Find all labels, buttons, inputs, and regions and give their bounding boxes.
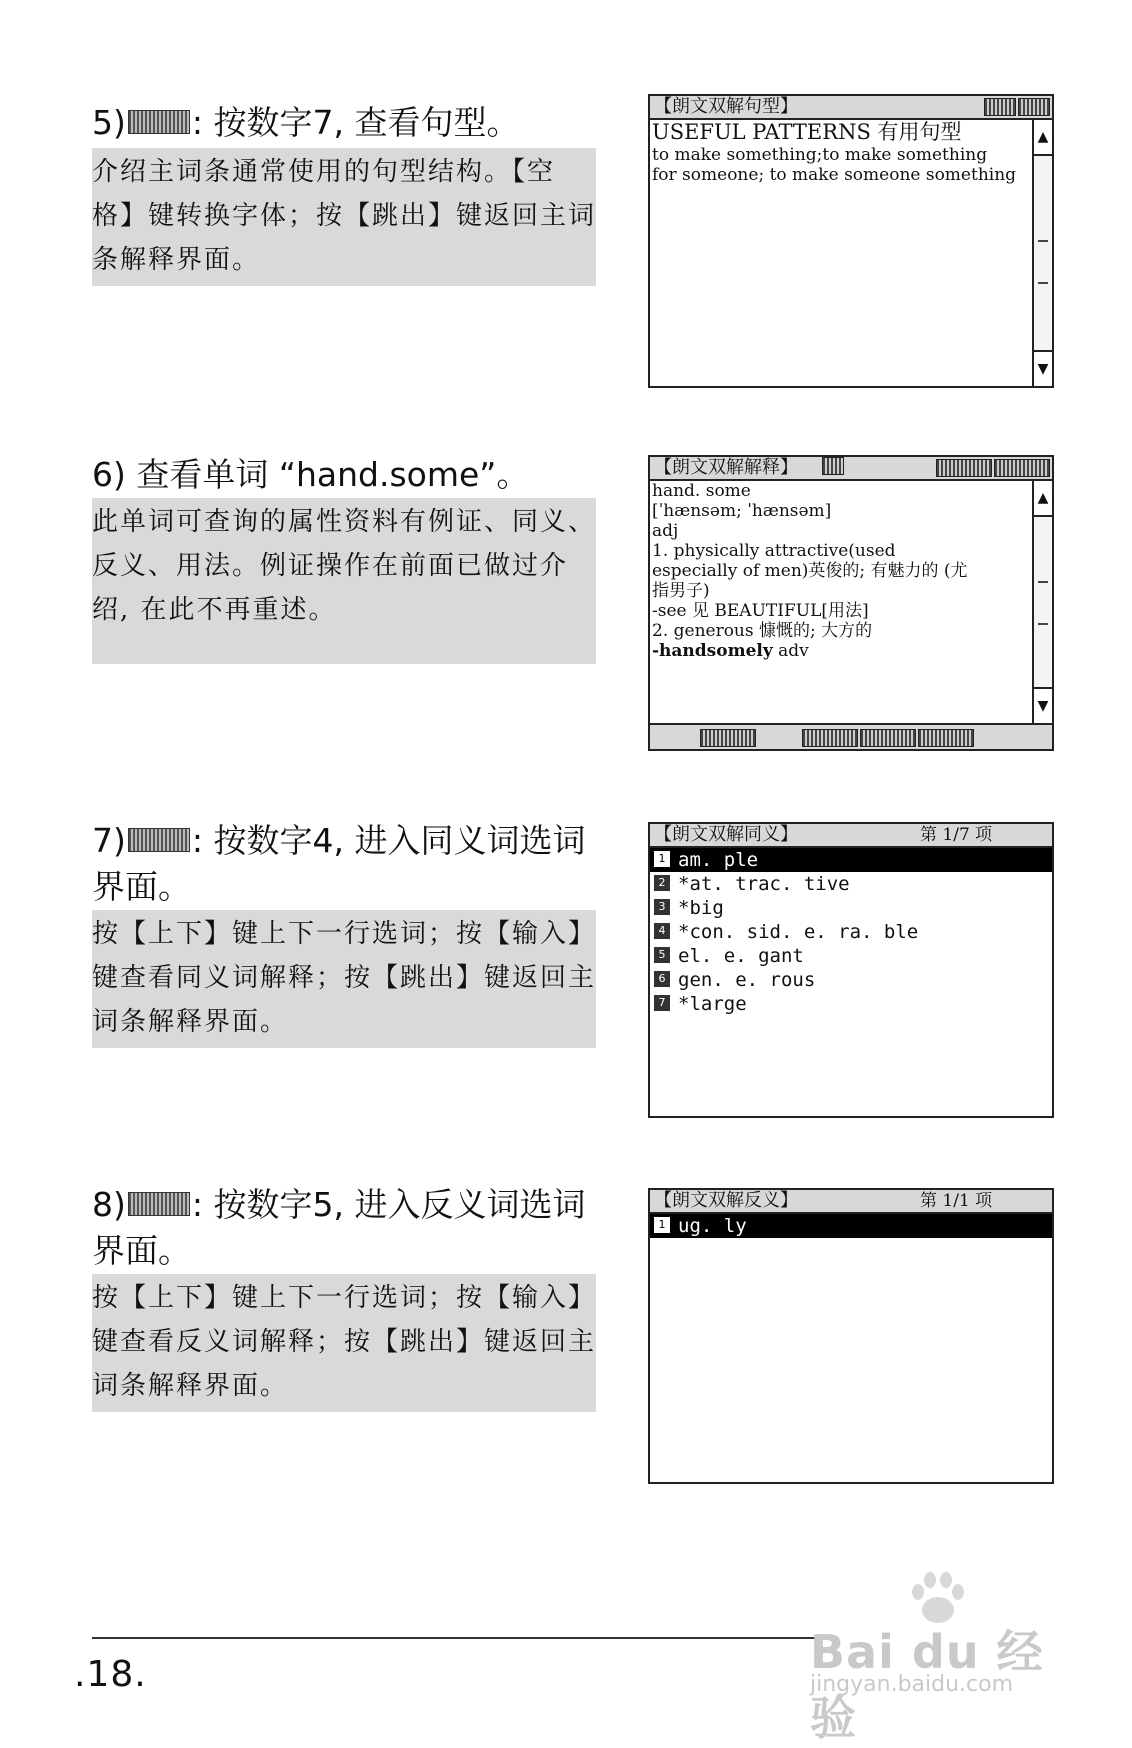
- synonym-screen-title-bar: [650, 824, 1052, 848]
- page-number: .18.: [74, 1654, 147, 1695]
- section-7-heading-text: : 按数字4, 进入同义词选词界面。: [92, 821, 586, 906]
- patterns-line: USEFUL PATTERNS 有用句型: [652, 120, 962, 144]
- status-icon: [1018, 98, 1050, 116]
- section-6-description: 此单词可查询的属性资料有例证、同义、反义、用法。例证操作在前面已做过介绍, 在此不再重述。: [92, 498, 596, 664]
- section-5-heading: [92, 100, 602, 146]
- list-item[interactable]: 2 *at. trac. tive: [650, 872, 1052, 896]
- section-7-description: 按【上下】键上下一行选词；按【输入】键查看同义词解释；按【跳出】键返回主词条解释界面。: [92, 910, 596, 1048]
- explanation-scrollbar[interactable]: [1032, 481, 1052, 723]
- section-6-number: 6): [92, 455, 126, 494]
- patterns-screen-body: [650, 120, 1052, 386]
- section-8-description: 按【上下】键上下一行选词；按【输入】键查看反义词解释；按【跳出】键返回主词条解释界面。: [92, 1274, 596, 1412]
- section-6-heading-text: 查看单词 “hand.some”。: [125, 455, 530, 494]
- patterns-scrollbar[interactable]: [1032, 120, 1052, 386]
- scroll-thumb[interactable]: [1038, 240, 1048, 284]
- antonym-key-icon: [128, 1192, 190, 1216]
- scroll-down-arrow-icon[interactable]: ▼: [1034, 687, 1052, 723]
- sentence-pattern-key-icon: [128, 110, 190, 134]
- derived-word-pos: adv: [772, 641, 809, 661]
- list-item[interactable]: 5 el. e. gant: [650, 944, 1052, 968]
- see-also-line: -see 见 BEAUTIFUL[用法]: [652, 601, 869, 621]
- scroll-thumb[interactable]: [1038, 581, 1048, 625]
- explanation-screen-footer: [650, 723, 1052, 749]
- section-8-heading: [92, 1182, 602, 1274]
- antonym-page-indicator: 第 1/1 项: [920, 1191, 993, 1211]
- pronunciation: [ˈhænsəm; ˈhænsəm]: [652, 501, 832, 521]
- synonym-page-indicator: 第 1/7 项: [920, 825, 993, 845]
- patterns-line: to make something;to make something: [652, 145, 988, 165]
- definition-line: 1. physically attractive(used: [652, 541, 896, 561]
- section-6-heading: [92, 452, 602, 498]
- derived-word: -handsomely: [652, 641, 773, 661]
- synonym-key-icon: [128, 828, 190, 852]
- usage-tab-icon[interactable]: [918, 729, 974, 747]
- patterns-screen-title-bar: [650, 96, 1052, 120]
- explanation-screen: [648, 455, 1054, 751]
- patterns-screen: [648, 94, 1054, 388]
- headword: hand. some: [652, 481, 751, 501]
- watermark-url: jingyan.baidu.com: [810, 1672, 1014, 1697]
- antonym-tab-icon[interactable]: [936, 459, 992, 477]
- scroll-up-arrow-icon[interactable]: ▲: [1034, 481, 1052, 517]
- explanation-screen-title-bar: [650, 457, 1052, 481]
- list-item[interactable]: 6 gen. e. rous: [650, 968, 1052, 992]
- section-7-heading: [92, 818, 602, 910]
- definition-line: 2. generous 慷慨的; 大方的: [652, 621, 873, 641]
- patterns-screen-title: 【朗文双解句型】: [654, 96, 798, 117]
- antonym-screen-title-bar: [650, 1190, 1052, 1214]
- explanation-screen-title: 【朗文双解解释】: [654, 457, 798, 478]
- section-5-heading-text: : 按数字7, 查看句型。: [191, 103, 520, 142]
- antonym-tab-icon[interactable]: [860, 729, 916, 747]
- scroll-up-arrow-icon[interactable]: ▲: [1034, 120, 1052, 156]
- antonym-list: [650, 1214, 1052, 1238]
- font-icon: [822, 457, 844, 475]
- scroll-down-arrow-icon[interactable]: ▼: [1034, 350, 1052, 386]
- watermark-brand: Bai du 经验: [810, 1625, 1044, 1745]
- list-item[interactable]: 1 am. ple: [650, 848, 1052, 872]
- definition-line: especially of men)英俊的; 有魅力的 (尤: [652, 561, 968, 581]
- section-5-number: 5): [92, 103, 126, 142]
- list-item[interactable]: 3 *big: [650, 896, 1052, 920]
- patterns-line: for someone; to make someone something: [652, 165, 1017, 185]
- explanation-screen-body: [650, 481, 1052, 723]
- list-item[interactable]: 7 *large: [650, 992, 1052, 1016]
- part-of-speech: adj: [652, 521, 679, 541]
- example-tab-icon[interactable]: [700, 729, 756, 747]
- synonym-screen-title: 【朗文双解同义】: [654, 824, 798, 845]
- list-item[interactable]: 4 *con. sid. e. ra. ble: [650, 920, 1052, 944]
- font-toggle-icon: [984, 98, 1016, 116]
- section-8-heading-text: : 按数字5, 进入反义词选词界面。: [92, 1185, 586, 1270]
- synonym-screen: [648, 822, 1054, 1118]
- definition-line: 指男子): [652, 581, 710, 601]
- antonym-screen: [648, 1188, 1054, 1484]
- baidu-watermark: [810, 1570, 1080, 1745]
- derived-word-line: [650, 641, 1052, 661]
- section-5-description: 介绍主词条通常使用的句型结构。【空格】键转换字体；按【跳出】键返回主词条解释界面。: [92, 148, 596, 286]
- section-7-number: 7): [92, 821, 126, 860]
- synonym-list: [650, 848, 1052, 1016]
- section-8-number: 8): [92, 1185, 126, 1224]
- synonym-tab-icon[interactable]: [802, 729, 858, 747]
- antonym-screen-title: 【朗文双解反义】: [654, 1190, 798, 1211]
- list-item[interactable]: 1 ug. ly: [650, 1214, 1052, 1238]
- usage-tab-icon[interactable]: [994, 459, 1050, 477]
- footer-divider: [92, 1637, 832, 1639]
